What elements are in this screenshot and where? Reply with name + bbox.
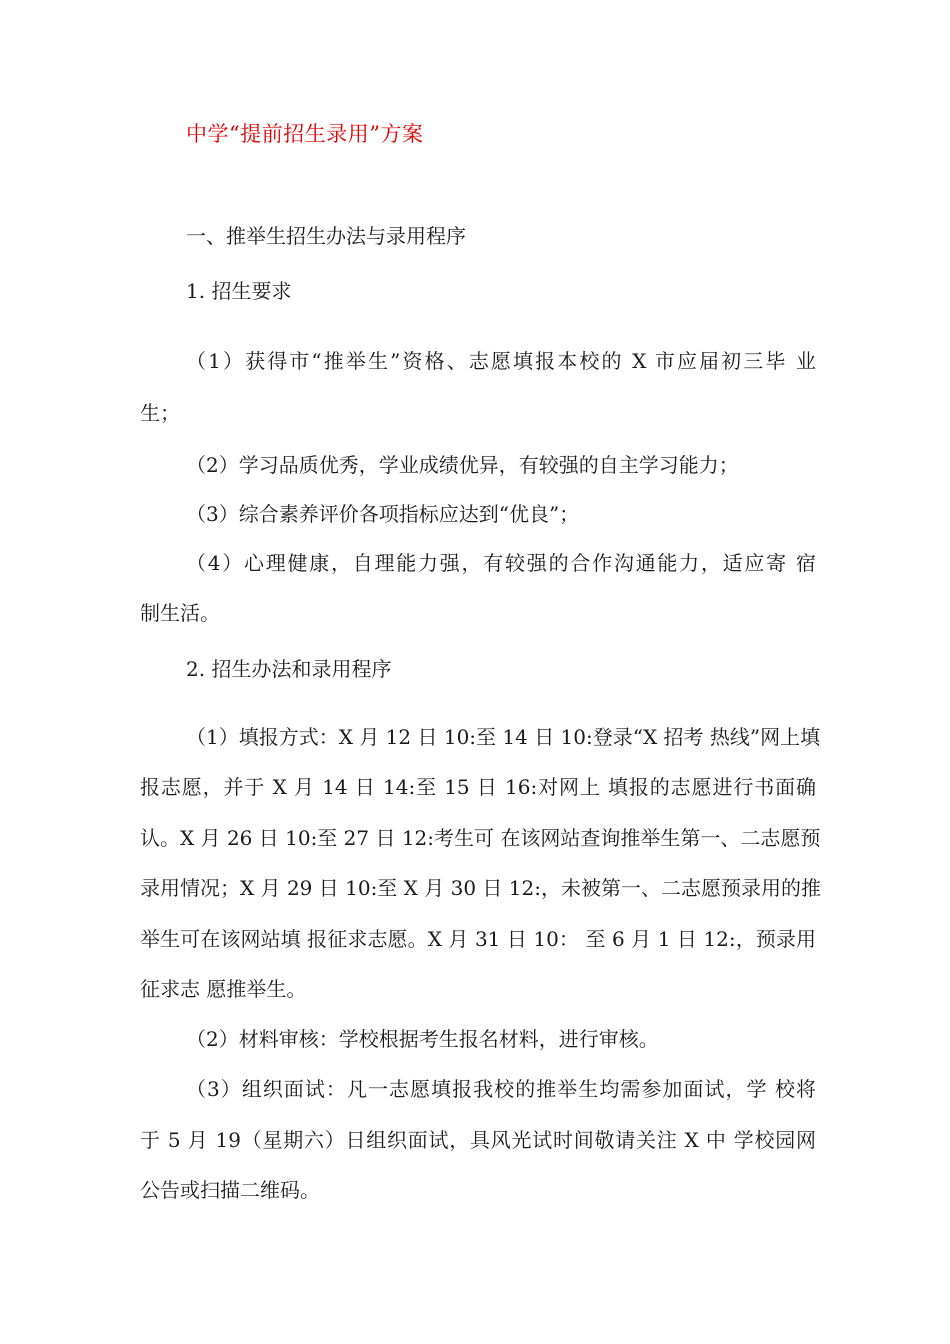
paragraph-line: （2）材料审核：学校根据考生报名材料，进行审核。 [186, 1027, 659, 1051]
paragraph-line: 于 5 月 19（星期六）日组织面试，具风光试时间敬请关注 X 中 学校园网 [140, 1128, 816, 1152]
paragraph-line: （4）心理健康，自理能力强，有较强的合作沟通能力，适应寄 宿 [186, 551, 816, 575]
document-title: 中学“提前招生录用”方案 [186, 122, 424, 146]
paragraph-line: （3）综合素养评价各项指标应达到“优良”； [186, 502, 580, 526]
subsection-heading: 2. 招生办法和录用程序 [186, 657, 392, 681]
paragraph-line: 生； [140, 401, 180, 425]
paragraph-line: 认。X 月 26 日 10:至 27 日 12:考生可 在该网站查询推举生第一、二志愿预 [140, 826, 821, 850]
paragraph-line: 征求志 愿推举生。 [140, 977, 307, 1001]
section-heading: 一、推举生招生办法与录用程序 [186, 224, 466, 248]
paragraph-line: 举生可在该网站填 报征求志愿。X 月 31 日 10： 至 6 月 1 日 12:，预录用 [140, 927, 816, 951]
paragraph-line: （3）组织面试：凡一志愿填报我校的推举生均需参加面试，学 校将 [186, 1077, 816, 1101]
paragraph-line: 报志愿，并于 X 月 14 日 14:至 15 日 16:对网上 填报的志愿进行书面确 [140, 775, 816, 799]
subsection-heading: 1. 招生要求 [186, 279, 292, 303]
paragraph-line: 录用情况；X 月 29 日 10:至 X 月 30 日 12:，未被第一、二志愿预录用的推 [140, 876, 821, 900]
paragraph-line: 公告或扫描二维码。 [140, 1178, 320, 1202]
paragraph-line: 制生活。 [140, 601, 220, 625]
paragraph-line: （1）填报方式：X 月 12 日 10:至 14 日 10:登录“X 招考 热线”网上填 [186, 725, 821, 749]
paragraph-line: （2）学习品质优秀，学业成绩优异，有较强的自主学习能力； [186, 453, 739, 477]
paragraph-line: （1）获得市“推举生”资格、志愿填报本校的 X 市应届初三毕 业 [186, 349, 816, 373]
